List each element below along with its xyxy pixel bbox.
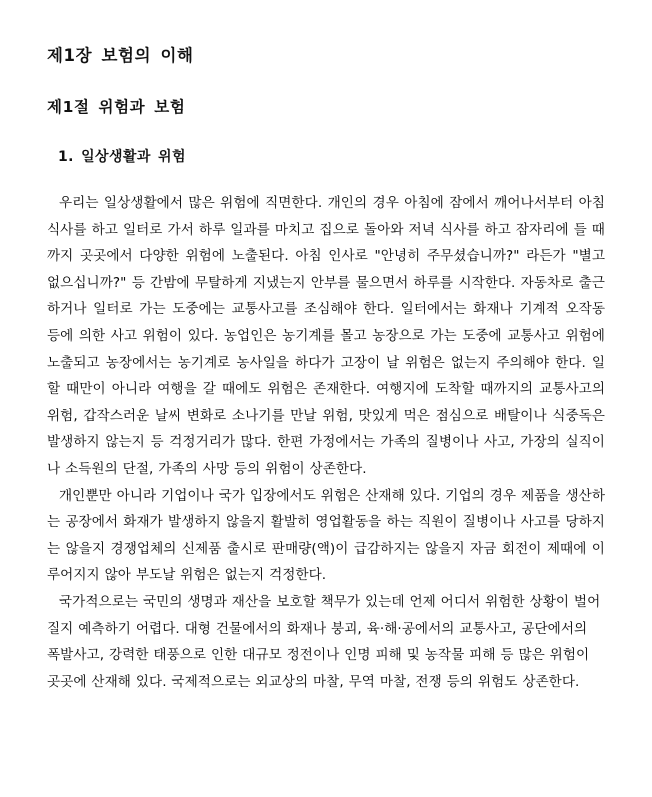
subsection-heading: 1. 일상생활과 위험 [58,149,186,166]
section-heading: 제1절 위험과 보험 [47,98,186,117]
document-content [47,0,605,695]
paragraph: 국가적으로는 국민의 생명과 재산을 보호할 책무가 있는데 언제 어디서 위험한 상황이 벌어질지 예측하기 어렵다. 대형 건물에서의 화재나 붕괴, 육·해·공에서의 교통사고, 공단에서의 폭발사고, 강력한 태풍으로 인한 대규모 정전이나 인명 피해 및 농작물 피해 등 많은 위험이 곳곳에 산재해 있다. 국제적으로는 외교상의 마찰, 무역 마찰, 전쟁 등의 위험도 상존한다. [47,593,601,690]
chapter-heading: 제1장 보험의 이해 [47,46,194,65]
paragraph: 우리는 일상생활에서 많은 위험에 직면한다. 개인의 경우 아침에 잠에서 깨어나서부터 아침 식사를 하고 일터로 가서 하루 일과를 마치고 집으로 돌아와 저녁 식사를 하고 잠자리에 들 때까지 곳곳에서 다양한 위험에 노출된다. 아침 인사로 "안녕히 주무셨습니까?" 라든가 "별고 없으십니까?" 등 간밤에 무탈하게 지냈는지 안부를 물으면서 하루를 시작한다. 자동차로 출근하거나 일터로 가는 도중에는 교통사고를 조심해야 한다. 일터에서는 화재나 기계적 오작동 등에 의한 사고 위험이 있다. 농업인은 농기계를 몰고 농장으로 가는 도중에 교통사고 위험에 노출되고 농장에서는 농기계로 농사일을 하다가 고장이 날 위험은 없는지 주의해야 한다. 일할 때만이 아니라 여행을 갈 때에도 위험은 존재한다. 여행지에 도착할 때까지의 교통사고의 위험, 갑작스러운 날씨 변화로 소나기를 만날 위험, 맛있게 먹은 점심으로 배탈이나 식중독은 발생하지 않는지 등 걱정거리가 많다. 한편 가정에서는 가족의 질병이나 사고, 가장의 실직이나 소득원의 단절, 가족의 사망 등의 위험이 상존한다. [47,195,605,478]
paragraph: 개인뿐만 아니라 기업이나 국가 입장에서도 위험은 산재해 있다. 기업의 경우 제품을 생산하는 공장에서 화재가 발생하지 않을지 활발히 영업활동을 하는 직원이 질병이나 사고를 당하지는 않을지 경쟁업체의 신제품 출시로 판매량(액)이 급감하지는 않을지 자금 회전이 제때에 이루어지지 않아 부도날 위험은 없는지 걱정한다. [47,487,605,584]
body-text-block [47,167,605,695]
